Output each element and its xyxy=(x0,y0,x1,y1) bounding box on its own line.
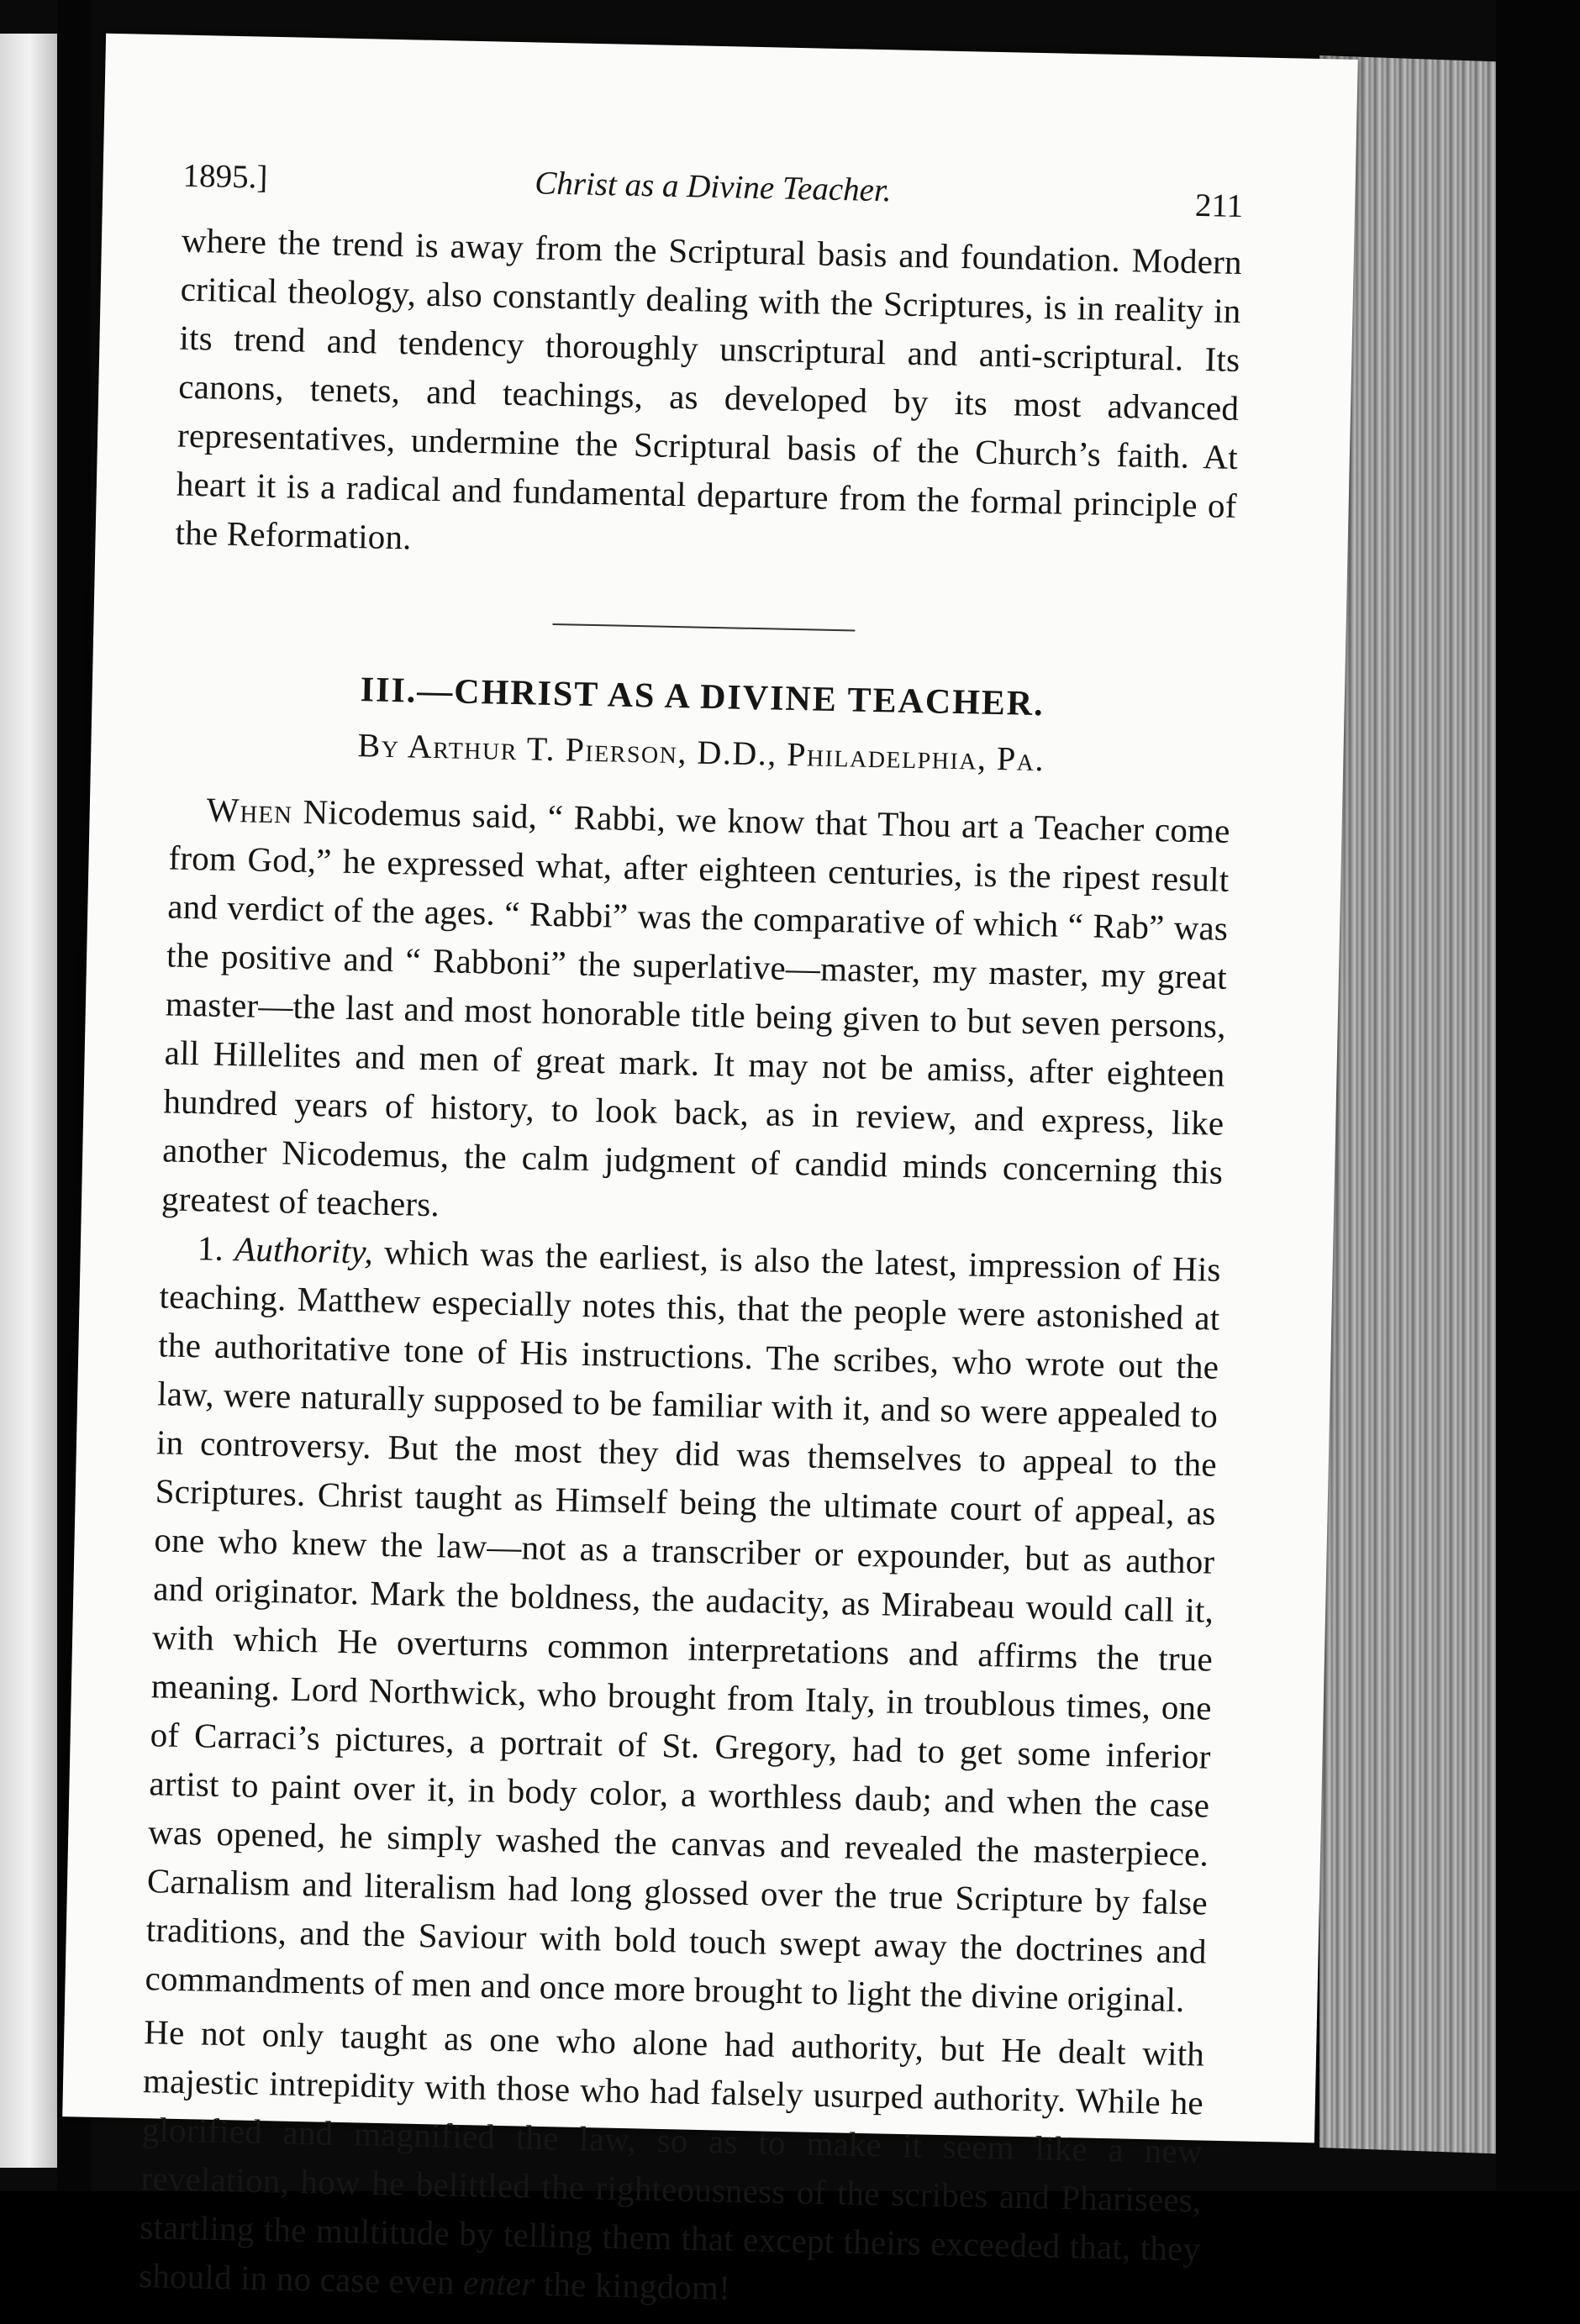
article-title: III.—CHRIST AS A DIVINE TEACHER. xyxy=(360,670,1045,724)
paragraph-2-number: 1. xyxy=(197,1228,235,1269)
page xyxy=(62,34,1358,2307)
running-head-year: 1895.] xyxy=(182,157,268,196)
paragraph-3 xyxy=(139,2007,1205,2321)
paragraph-1 xyxy=(161,784,1230,1244)
paragraph-3-emphasis: enter xyxy=(462,2263,535,2303)
paragraph-2-term: Authority, xyxy=(234,1229,374,1271)
background-shadow xyxy=(1496,0,1580,2191)
paragraph-2 xyxy=(145,1222,1221,2024)
paragraph-1-lead-word: When xyxy=(206,790,293,831)
paragraph-2-text: which was the earliest, is also the latest, impression of His teaching. Matthew especially notes this, that the people were astonished at the authoritative tone of His instructions. The scribes, who wrote out the law, were naturally supposed to be familiar with it, and so were appealed to in controversy. But the most they did was themselves to appeal to the Scriptures. Christ taught as Himself being the ultimate court of appeal, as one who knew the law—not as a transcriber or expounder, but as author and originator. Mark the boldness, the audacity, as Mirabeau would call it, with which He overturns common interpretations and affirms the true meaning. Lord Northwick, who brought from Italy, in troublous times, one of Carraci’s pictures, a portrait of St. Gregory, had to get some inferior artist to paint over it, in body color, a worthless daub; and when the case was opened, he simply washed the canvas and revealed the masterpiece. Carnalism and literalism had long glossed over the true Scripture by false traditions, and the Saviour with bold touch swept away the doctrines and commandments of men and once more brought to light the divine original. xyxy=(145,1232,1222,2020)
paragraph-3-text-a: He not only taught as one who alone had authority, but He dealt with majestic intrepidity with those who had falsely usurped authority. While he glorified and magnified the law, so as to make it seem like a new revelation, how he belittled the righteousness of the scribes and Pharisees, startling the multitude by telling them that except theirs exceeded that, they should in no case even xyxy=(138,2012,1205,2302)
section-divider xyxy=(552,623,855,632)
paragraph-1-text: Nicodemus said, “ Rabbi, we know that Thou art a Teacher come from God,” he expressed what, after eighteen centuries, is the ripest result and verdict of the ages. “ Rabbi” was the comparative of which “ Rab” was the positive and “ Rabboni” the superlative—master, my master, my great master—the last and most honorable title being given to but seven persons, all Hillelites and men of great mark. It may not be amiss, after eighteen hundred years of history, to look back, as in review, and express, like another Nicodemus, the calm judgment of candid minds concerning this greatest of teachers. xyxy=(161,791,1231,1224)
carryover-paragraph: where the trend is away from the Scriptural basis and foundation. Modern critical theology, also constantly dealing with the Scriptures, is in reality in its trend and tendency thoroughly unscriptural and anti-scriptural. Its canons, tenets, and teachings, as developed by its most advanced representatives, undermine the Scriptural basis of the Church’s faith. At heart it is a radical and fundamental departure from the formal principle of the Reformation. xyxy=(175,220,1243,557)
page-number: 211 xyxy=(1194,187,1244,225)
running-head-title: Christ as a Divine Teacher. xyxy=(534,165,893,209)
article-byline: By Arthur T. Pierson, D.D., Philadelphia, Pa. xyxy=(357,726,1045,779)
paragraph-3-text-b: the kingdom! xyxy=(534,2264,731,2307)
facing-page-edge xyxy=(0,34,59,2168)
page-content xyxy=(139,157,1244,2322)
